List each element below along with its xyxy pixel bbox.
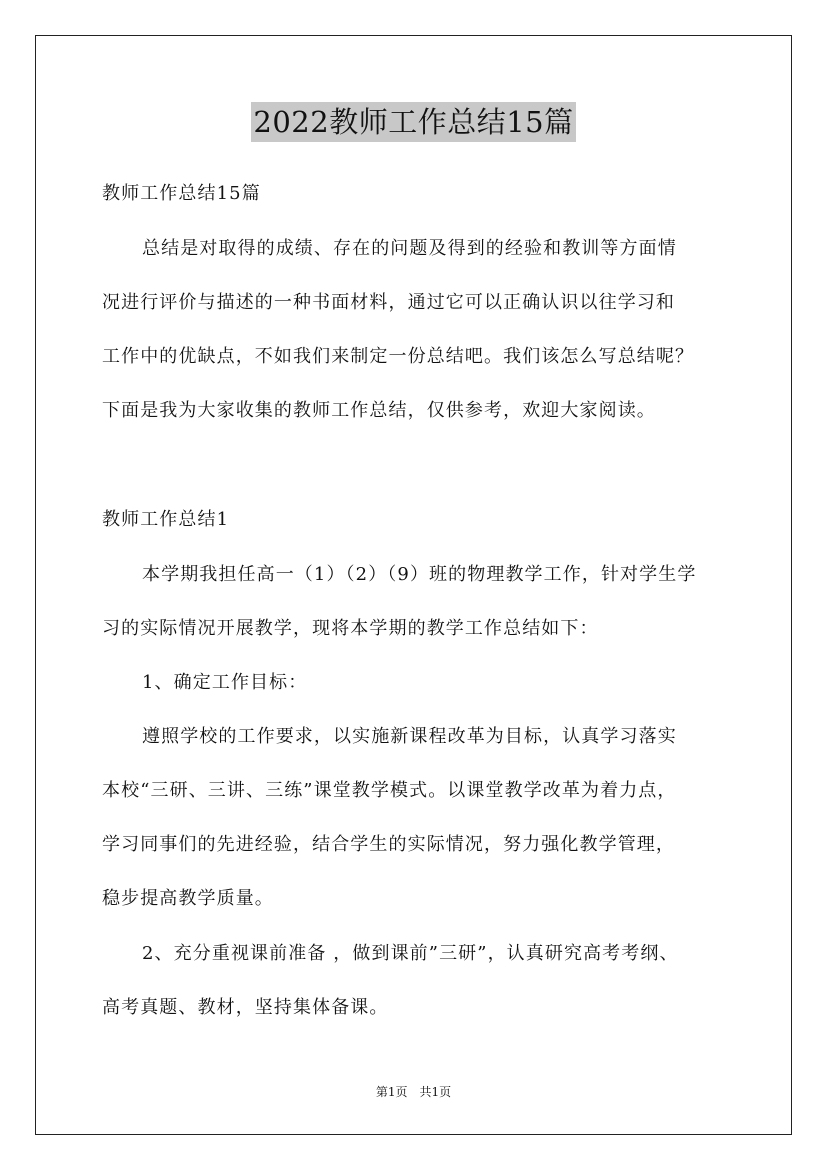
item1-line-1: 遵照学校的工作要求，以实施新课程改革为目标，认真学习落实: [142, 726, 677, 747]
intro-line-1: 总结是对取得的成绩、存在的问题及得到的经验和教训等方面情: [142, 238, 677, 259]
page-footer: 第1页 共1页: [375, 1085, 452, 1099]
item1-line-3: 学习同事们的先进经验，结合学生的实际情况，努力强化教学管理，: [102, 834, 675, 855]
para1-line-2: 习的实际情况开展教学，现将本学期的教学工作总结如下：: [102, 618, 599, 639]
item1-line-2: 本校“三研、三讲、三练”课堂教学模式。以课堂教学改革为着力点，: [102, 780, 677, 801]
item2-line-1: 2、充分重视课前准备 ，做到课前”三研”，认真研究高考考纲、: [142, 943, 679, 964]
item1-line-4: 稳步提高教学质量。: [102, 888, 274, 909]
intro-line-2: 况进行评价与描述的一种书面材料，通过它可以正确认识以往学习和: [102, 292, 675, 313]
item1-heading: 1、确定工作目标：: [142, 672, 308, 693]
document-subtitle: 教师工作总结15篇: [102, 183, 261, 204]
intro-line-4: 下面是我为大家收集的教师工作总结，仅供参考，欢迎大家阅读。: [102, 400, 656, 421]
section-heading: 教师工作总结1: [102, 509, 230, 530]
title-container: [0, 102, 827, 142]
item2-line-2: 高考真题、教材，坚持集体备课。: [102, 997, 389, 1018]
para1-line-1: 本学期我担任高一（1）（2）（9）班的物理教学工作，针对学生学: [142, 564, 697, 585]
intro-line-3: 工作中的优缺点，不如我们来制定一份总结吧。我们该怎么写总结呢？: [102, 346, 695, 367]
document-title: 2022教师工作总结15篇: [251, 102, 575, 142]
